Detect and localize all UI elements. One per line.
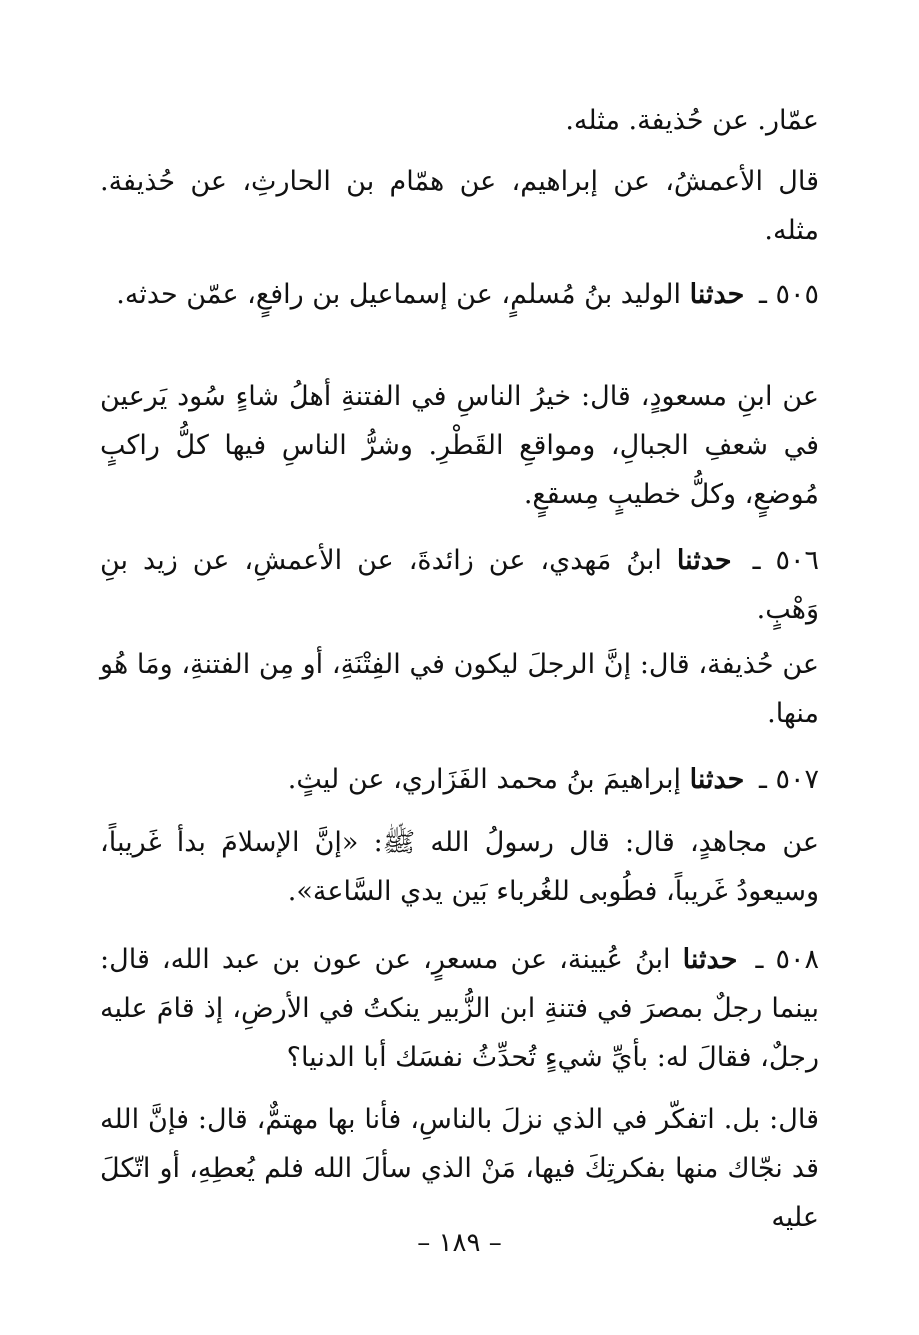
hadith-507-matn bbox=[100, 818, 819, 916]
hadith-lead-word: حدثنا bbox=[682, 944, 738, 975]
hadith-506-matn bbox=[100, 640, 819, 738]
hadith-number: ٥٠٨ ـ bbox=[755, 944, 819, 975]
paragraph-chain bbox=[100, 157, 819, 255]
paragraph-continuation bbox=[100, 96, 819, 145]
paragraph-text: الوليد بنُ مُسلمٍ، عن إسماعيل بن رافعٍ، عمّن حدثه. bbox=[116, 279, 682, 310]
paragraph-text: ابنُ عُيينة، عن مسعرٍ، عن عون بن عبد الله، قال: بينما رجلٌ بمصرَ في فتنةِ ابن الزُّبير ينكتُ في الأرضِ، إذ قامَ عليه رجلٌ، فقالَ له: بأيِّ شيءٍ تُحدِّثُ نفسَك أبا الدنيا؟ bbox=[100, 944, 819, 1073]
hadith-number: ٥٠٥ ـ bbox=[758, 279, 819, 310]
hadith-508-matn bbox=[100, 1095, 819, 1242]
hadith-lead-word: حدثنا bbox=[689, 764, 745, 795]
paragraph-text: قال: بل. اتفكّر في الذي نزلَ بالناسِ، فأنا بها مهتمٌّ، قال: فإنَّ الله قد نجّاك منها بفكرتِكَ فيها، مَنْ الذي سألَ الله فلم يُعطِهِ، أو اتّكلَ عليه bbox=[100, 1104, 819, 1233]
page-number: – ١٨٩ – bbox=[417, 1228, 502, 1258]
paragraph-text: ابنُ مَهدي، عن زائدةَ، عن الأعمشِ، عن زيد بنِ وَهْبٍ. bbox=[100, 545, 819, 625]
hadith-508-isnad bbox=[100, 935, 819, 1082]
paragraph-text: عن حُذيفة، قال: إنَّ الرجلَ ليكون في الفِتْنَةِ، أو مِن الفتنةِ، ومَا هُو منها. bbox=[100, 649, 819, 729]
paragraph-text: عن ابنِ مسعودٍ، قال: خيرُ الناسِ في الفتنةِ أهلُ شاءٍ سُود يَرعين في شعفِ الجبالِ، ومواقعِ القَطْرِ. وشرُّ الناسِ فيها كلُّ راكبٍ مُوضعٍ، وكلُّ خطيبٍ مِسقعٍ. bbox=[100, 381, 819, 510]
paragraph-text: عن مجاهدٍ، قال: قال رسولُ الله ﷺ: «إنَّ الإسلامَ بدأ غَريباً، وسيعودُ غَريباً، فطُوبى للغُرباء بَين يدي السَّاعة». bbox=[100, 827, 819, 907]
hadith-number: ٥٠٧ ـ bbox=[758, 764, 819, 795]
hadith-507-isnad bbox=[100, 755, 819, 804]
hadith-number: ٥٠٦ ـ bbox=[752, 545, 819, 576]
paragraph-text: عمّار. عن حُذيفة. مثله. bbox=[565, 105, 819, 136]
hadith-lead-word: حدثنا bbox=[689, 279, 745, 310]
hadith-505-isnad bbox=[100, 270, 819, 319]
hadith-505-matn bbox=[100, 372, 819, 519]
hadith-lead-word: حدثنا bbox=[676, 545, 732, 576]
paragraph-text: قال الأعمشُ، عن إبراهيم، عن همّام بن الحارثِ، عن حُذيفة. مثله. bbox=[100, 166, 819, 246]
paragraph-text: إبراهيمَ بنُ محمد الفَزَاري، عن ليثٍ. bbox=[287, 764, 682, 795]
hadith-506-isnad bbox=[100, 536, 819, 634]
